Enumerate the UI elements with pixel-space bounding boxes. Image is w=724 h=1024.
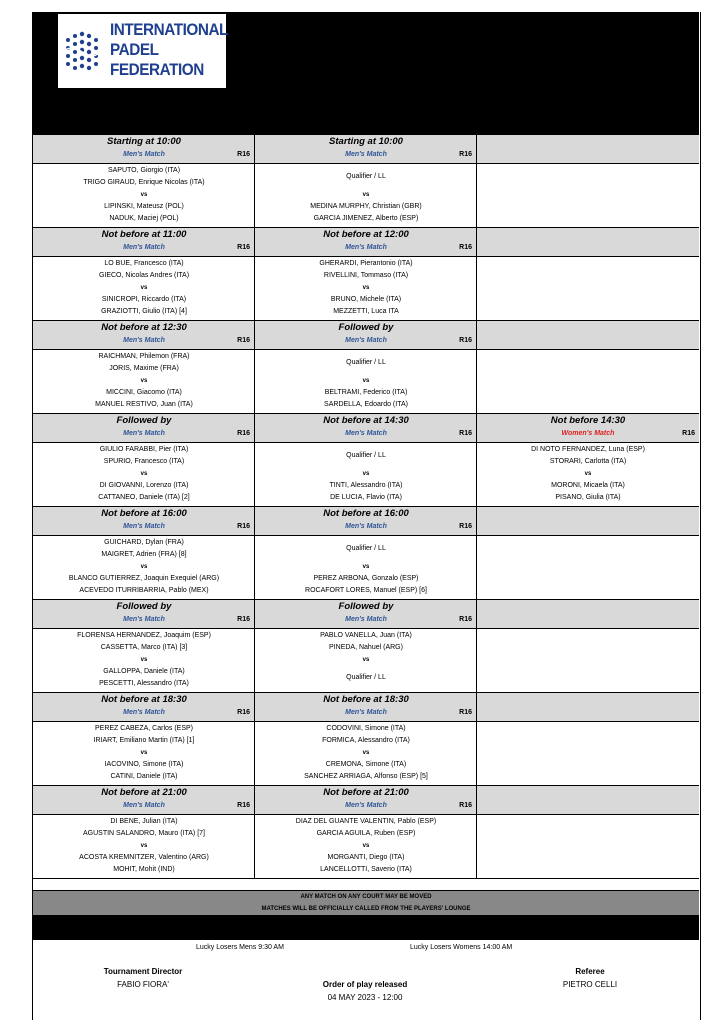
- player-name: NADUK, Maciej (POL): [109, 215, 179, 222]
- player-name: PISANO, Giulia (ITA): [555, 494, 621, 501]
- court-slot: [33, 785, 255, 878]
- player-name: ACOSTA KREMNITZER, Valentino (ARG): [79, 854, 209, 861]
- match-players: [33, 630, 255, 692]
- match-players: [33, 723, 255, 785]
- schedule-grid: [33, 134, 699, 878]
- round-label: R16: [237, 802, 250, 809]
- court-slot: [477, 134, 699, 227]
- court-slot: [255, 692, 477, 785]
- match-category: Men's Match: [123, 802, 165, 809]
- referee-name: PIETRO CELLI: [562, 980, 618, 989]
- player-name: MORGANTI, Diego (ITA): [327, 854, 405, 861]
- court-slot: [255, 413, 477, 506]
- player-name: MEZZETTI, Luca ITA: [333, 308, 399, 315]
- vs-label: vs: [140, 285, 148, 291]
- round-label: R16: [459, 151, 472, 158]
- player-name: IACOVINO, Simone (ITA): [104, 761, 184, 768]
- slot-time: Starting at 10:00: [329, 136, 403, 147]
- released-date: 04 MAY 2023 - 12:00: [327, 993, 403, 1002]
- schedule-block: [33, 320, 699, 413]
- round-label: R16: [237, 337, 250, 344]
- court-slot: [477, 692, 699, 785]
- court-slot: [33, 413, 255, 506]
- player-name: MAIGRET, Adrien (FRA) [8]: [101, 551, 187, 558]
- slot-time: Not before at 16:00: [101, 508, 187, 519]
- player-name: MORONI, Micaela (ITA): [551, 482, 625, 489]
- vs-label: vs: [140, 192, 148, 198]
- schedule-block: [33, 692, 699, 785]
- vs-label: vs: [140, 378, 148, 384]
- round-label: R16: [237, 430, 250, 437]
- match-category: Men's Match: [123, 151, 165, 158]
- court-slot: [255, 785, 477, 878]
- match-category: Women's Match: [561, 430, 615, 437]
- match-category: Men's Match: [123, 709, 165, 716]
- player-name: GARCIA JIMENEZ, Alberto (ESP): [313, 215, 419, 222]
- match-players: [255, 537, 477, 599]
- player-name: ACEVEDO ITURRIBARRIA, Pablo (MEX): [79, 587, 209, 594]
- player-name: PEREZ ARBONA, Gonzalo (ESP): [313, 575, 419, 582]
- player-name: RIVELLINI, Tommaso (ITA): [323, 272, 409, 279]
- match-players: [255, 165, 477, 227]
- player-name: SPURIO, Francesco (ITA): [103, 458, 185, 465]
- player-name: JORIS, Maxime (FRA): [109, 365, 179, 372]
- match-players: [477, 444, 699, 506]
- slot-time: Followed by: [116, 415, 172, 426]
- slot-time: Not before at 14:30: [323, 415, 409, 426]
- match-players: [255, 351, 477, 413]
- slot-time: Not before 14:30: [550, 415, 626, 426]
- player-name: GUICHARD, Dylan (FRA): [104, 539, 184, 546]
- match-category: Men's Match: [123, 430, 165, 437]
- vs-label: vs: [140, 564, 148, 570]
- court-slot: [255, 506, 477, 599]
- round-label: R16: [459, 523, 472, 530]
- round-label: R16: [237, 523, 250, 530]
- round-label: R16: [459, 430, 472, 437]
- player-name: MOHIT, Mohit (IND): [113, 866, 175, 873]
- round-label: R16: [237, 709, 250, 716]
- qualifier-slot: Qualifier / LL: [346, 359, 386, 366]
- vs-label: vs: [140, 843, 148, 849]
- player-name: SARDELLA, Edoardo (ITA): [324, 401, 408, 408]
- player-name: SANCHEZ ARRIAGA, Alfonso (ESP) [5]: [304, 773, 428, 780]
- court-slot: [255, 134, 477, 227]
- court-slot: [477, 506, 699, 599]
- match-category: Men's Match: [345, 802, 387, 809]
- round-label: R16: [459, 802, 472, 809]
- round-label: R16: [237, 151, 250, 158]
- player-name: FORMICA, Alessandro (ITA): [322, 737, 410, 744]
- player-name: GALLOPPA, Daniele (ITA): [103, 668, 185, 675]
- match-players: [33, 816, 255, 878]
- vs-label: vs: [362, 285, 370, 291]
- match-players: [477, 258, 699, 320]
- player-name: FLORENSA HERNANDEZ, Joaquim (ESP): [77, 632, 211, 639]
- slot-time: Not before at 12:00: [323, 229, 409, 240]
- court-slot: [255, 599, 477, 692]
- qualifier-slot: Qualifier / LL: [346, 545, 386, 552]
- vs-label: vs: [362, 750, 370, 756]
- player-name: BELTRAMI, Federico (ITA): [324, 389, 408, 396]
- vs-label: vs: [140, 471, 148, 477]
- director-name: FABIO FIORA': [117, 980, 169, 989]
- player-name: GIECO, Nicolas Andres (ITA): [98, 272, 190, 279]
- court-slot: [33, 320, 255, 413]
- lucky-losers-mens: Lucky Losers Mens 9:30 AM: [196, 944, 284, 951]
- player-name: GHERARDI, Pierantonio (ITA): [319, 260, 413, 267]
- logo-line-1: INTERNATIONAL: [110, 20, 228, 39]
- match-category: Men's Match: [345, 616, 387, 623]
- footer-bar: [33, 916, 699, 940]
- vs-label: vs: [362, 192, 370, 198]
- court-slot: [477, 227, 699, 320]
- vs-label: vs: [362, 378, 370, 384]
- court-slot: [255, 320, 477, 413]
- schedule-block: [33, 134, 699, 227]
- slot-time: Not before at 18:30: [101, 694, 187, 705]
- ipf-logo: [58, 14, 226, 88]
- player-name: DIAZ DEL GUANTE VALENTIN, Pablo (ESP): [295, 818, 437, 825]
- match-category: Men's Match: [345, 430, 387, 437]
- player-name: DI GIOVANNI, Lorenzo (ITA): [99, 482, 189, 489]
- round-label: R16: [459, 616, 472, 623]
- vs-label: vs: [140, 750, 148, 756]
- player-name: MICCINI, Giacomo (ITA): [106, 389, 182, 396]
- court-slot: [477, 599, 699, 692]
- schedule-block: [33, 785, 699, 878]
- slot-time: Starting at 10:00: [107, 136, 181, 147]
- slot-time: Not before at 21:00: [323, 787, 409, 798]
- player-name: RAICHMAN, Philemon (FRA): [98, 353, 190, 360]
- court-slot: [477, 413, 699, 506]
- match-players: [255, 723, 477, 785]
- player-name: GIULIO FARABBI, Pier (ITA): [99, 446, 189, 453]
- slot-time: Not before at 18:30: [323, 694, 409, 705]
- court-slot: [255, 227, 477, 320]
- court-slot: [33, 227, 255, 320]
- slot-time: Followed by: [338, 601, 394, 612]
- match-category: Men's Match: [345, 244, 387, 251]
- match-players: [477, 723, 699, 785]
- player-name: BRUNO, Michele (ITA): [330, 296, 402, 303]
- match-players: [255, 816, 477, 878]
- court-slot: [33, 692, 255, 785]
- match-category: Men's Match: [123, 244, 165, 251]
- vs-label: vs: [362, 564, 370, 570]
- player-name: MANUEL RESTIVO, Juan (ITA): [95, 401, 193, 408]
- schedule-block: [33, 413, 699, 506]
- match-players: [33, 537, 255, 599]
- player-name: LIPINSKI, Mateusz (POL): [104, 203, 184, 210]
- player-name: ROCAFORT LORES, Manuel (ESP) [6]: [305, 587, 427, 594]
- round-label: R16: [459, 244, 472, 251]
- slot-time: Not before at 21:00: [101, 787, 187, 798]
- vs-label: vs: [140, 657, 148, 663]
- player-name: TINTI, Alessandro (ITA): [329, 482, 403, 489]
- match-players: [33, 165, 255, 227]
- logo-wordmark: [110, 20, 228, 80]
- slot-time: Followed by: [338, 322, 394, 333]
- player-name: CREMONA, Simone (ITA): [325, 761, 407, 768]
- match-players: [33, 351, 255, 413]
- notice-banner: [33, 890, 699, 916]
- player-name: AGUSTIN SALANDRO, Mauro (ITA) [7]: [82, 830, 205, 837]
- qualifier-slot: Qualifier / LL: [346, 674, 386, 681]
- player-name: CODOVINI, Simone (ITA): [326, 725, 406, 732]
- player-name: LANCELLOTTI, Saverio (ITA): [320, 866, 412, 873]
- logo-line-2: PADEL: [110, 40, 159, 59]
- round-label: R16: [459, 337, 472, 344]
- player-name: TRIGO GIRAUD, Enrique Nicolas (ITA): [83, 179, 205, 186]
- player-name: PINEDA, Nahuel (ARG): [329, 644, 403, 651]
- player-name: SINICROPI, Riccardo (ITA): [101, 296, 187, 303]
- notice-line-1: ANY MATCH ON ANY COURT MAY BE MOVED: [300, 894, 432, 900]
- match-category: Men's Match: [345, 337, 387, 344]
- player-name: MEDINA MURPHY, Christian (GBR): [310, 203, 422, 210]
- schedule-block: [33, 506, 699, 599]
- court-slot: [33, 599, 255, 692]
- player-name: STORARI, Carlotta (ITA): [549, 458, 627, 465]
- round-label: R16: [459, 709, 472, 716]
- match-players: [255, 630, 477, 692]
- match-players: [477, 351, 699, 413]
- match-category: Men's Match: [345, 523, 387, 530]
- player-name: GARCIA AGUILA, Ruben (ESP): [316, 830, 416, 837]
- vs-label: vs: [584, 471, 592, 477]
- match-category: Men's Match: [123, 523, 165, 530]
- round-label: R16: [682, 430, 695, 437]
- player-name: CATINI, Daniele (ITA): [110, 773, 178, 780]
- court-slot: [33, 134, 255, 227]
- vs-label: vs: [362, 657, 370, 663]
- player-name: CATTANEO, Daniele (ITA) [2]: [98, 494, 190, 501]
- match-players: [477, 630, 699, 692]
- player-name: GRAZIOTTI, Giulio (ITA) [4]: [101, 308, 187, 315]
- match-category: Men's Match: [345, 709, 387, 716]
- player-name: BLANCO GUTIERREZ, Joaquin Exequiel (ARG): [68, 575, 220, 582]
- slot-time: Not before at 11:00: [101, 229, 187, 240]
- match-players: [477, 537, 699, 599]
- qualifier-slot: Qualifier / LL: [346, 173, 386, 180]
- schedule-block: [33, 599, 699, 692]
- vs-label: vs: [362, 471, 370, 477]
- notice-line-2: MATCHES WILL BE OFFICIALLY CALLED FROM THE PLAYERS' LOUNGE: [261, 906, 471, 912]
- match-category: Men's Match: [345, 151, 387, 158]
- logo-line-3: FEDERATION: [110, 60, 204, 79]
- match-players: [33, 258, 255, 320]
- player-name: DE LUCIA, Flavio (ITA): [330, 494, 402, 501]
- padel-ball-icon: [62, 30, 100, 74]
- schedule-block: [33, 227, 699, 320]
- slot-time: Followed by: [116, 601, 172, 612]
- player-name: PABLO VANELLA, Juan (ITA): [320, 632, 412, 639]
- match-players: [255, 258, 477, 320]
- player-name: DI BENE, Julian (ITA): [110, 818, 178, 825]
- player-name: LO BUE, Francesco (ITA): [104, 260, 184, 267]
- slot-time: Not before at 16:00: [323, 508, 409, 519]
- match-category: Men's Match: [123, 337, 165, 344]
- lucky-losers-womens: Lucky Losers Womens 14:00 AM: [410, 944, 513, 951]
- court-slot: [33, 506, 255, 599]
- match-players: [477, 816, 699, 878]
- player-name: SAPUTO, Giorgio (ITA): [107, 167, 181, 174]
- match-category: Men's Match: [123, 616, 165, 623]
- court-slot: [477, 320, 699, 413]
- match-players: [477, 165, 699, 227]
- vs-label: vs: [362, 843, 370, 849]
- round-label: R16: [237, 616, 250, 623]
- qualifier-slot: Qualifier / LL: [346, 452, 386, 459]
- slot-time: Not before at 12:30: [101, 322, 187, 333]
- player-name: CASSETTA, Marco (ITA) [3]: [100, 644, 188, 651]
- round-label: R16: [237, 244, 250, 251]
- match-players: [33, 444, 255, 506]
- player-name: PEREZ CABEZA, Carlos (ESP): [94, 725, 194, 732]
- player-name: DI NOTO FERNANDEZ, Luna (ESP): [531, 446, 645, 453]
- player-name: PESCETTI, Alessandro (ITA): [99, 680, 189, 687]
- player-name: IRIART, Emiliano Martin (ITA) [1]: [93, 737, 195, 744]
- match-players: [255, 444, 477, 506]
- court-slot: [477, 785, 699, 878]
- referee-label: Referee: [575, 967, 605, 976]
- director-label: Tournament Director: [103, 967, 183, 976]
- released-label: Order of play released: [322, 980, 408, 989]
